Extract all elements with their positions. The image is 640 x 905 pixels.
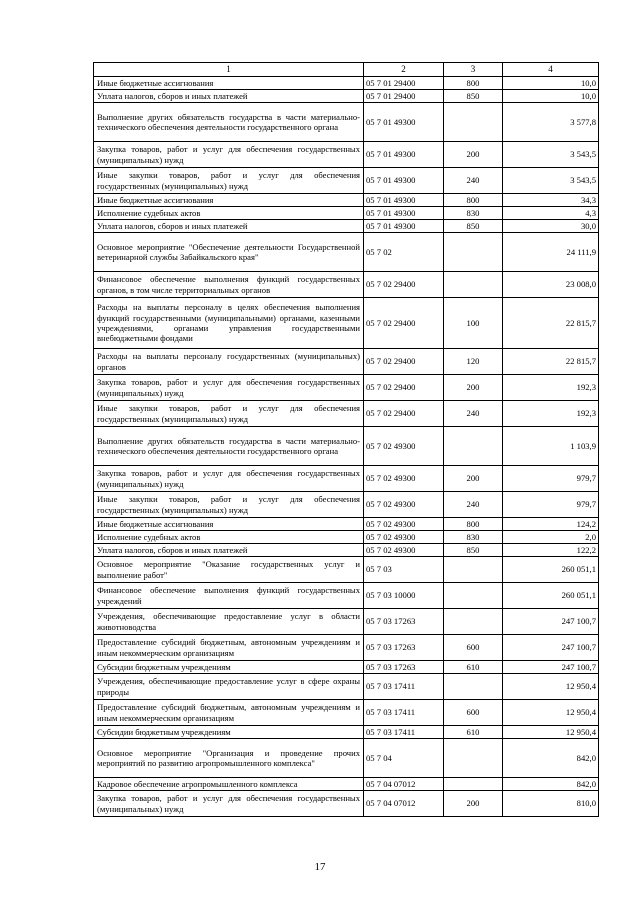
- row-code-cell: 05 7 01 49300: [364, 142, 444, 168]
- row-vr-cell: 830: [444, 207, 503, 220]
- row-vr-cell: [444, 233, 503, 272]
- row-sum-cell: 10,0: [503, 90, 599, 103]
- table-row: [94, 77, 599, 90]
- row-sum-cell: 34,3: [503, 194, 599, 207]
- row-sum-cell: 124,2: [503, 518, 599, 531]
- row-vr-cell: 240: [444, 492, 503, 518]
- row-name-cell: Уплата налогов, сборов и иных платежей: [94, 220, 364, 233]
- row-sum-cell: 22 815,7: [503, 349, 599, 375]
- row-sum-cell: 23 008,0: [503, 272, 599, 298]
- row-code-cell: 05 7 02 29400: [364, 401, 444, 427]
- row-sum-cell: 3 543,5: [503, 168, 599, 194]
- table-row: [94, 233, 599, 272]
- row-name-cell: Иные бюджетные ассигнования: [94, 518, 364, 531]
- row-vr-cell: 610: [444, 661, 503, 674]
- row-vr-cell: 240: [444, 401, 503, 427]
- row-vr-cell: 850: [444, 220, 503, 233]
- row-sum-cell: 247 100,7: [503, 635, 599, 661]
- row-code-cell: 05 7 04: [364, 739, 444, 778]
- row-code-cell: 05 7 04 07012: [364, 791, 444, 817]
- row-vr-cell: 850: [444, 90, 503, 103]
- row-code-cell: 05 7 02 49300: [364, 544, 444, 557]
- row-name-cell: Закупка товаров, работ и услуг для обеспечения государственных (муниципальных) нужд: [94, 466, 364, 492]
- row-sum-cell: 24 111,9: [503, 233, 599, 272]
- page-number: 17: [314, 861, 326, 873]
- row-code-cell: 05 7 02 29400: [364, 375, 444, 401]
- row-vr-cell: 850: [444, 544, 503, 557]
- table-row: [94, 103, 599, 142]
- table-row: [94, 194, 599, 207]
- row-sum-cell: 4,3: [503, 207, 599, 220]
- row-name-cell: Исполнение судебных актов: [94, 207, 364, 220]
- row-sum-cell: 22 815,7: [503, 298, 599, 349]
- row-sum-cell: 12 950,4: [503, 726, 599, 739]
- row-code-cell: 05 7 02 49300: [364, 531, 444, 544]
- row-name-cell: Закупка товаров, работ и услуг для обеспечения государственных (муниципальных) нужд: [94, 791, 364, 817]
- row-code-cell: 05 7 03 17411: [364, 726, 444, 739]
- table-row: [94, 220, 599, 233]
- col-header-2: 2: [364, 63, 444, 77]
- row-sum-cell: 12 950,4: [503, 674, 599, 700]
- row-code-cell: 05 7 02 49300: [364, 466, 444, 492]
- row-vr-cell: 100: [444, 298, 503, 349]
- row-sum-cell: 260 051,1: [503, 557, 599, 583]
- row-vr-cell: [444, 583, 503, 609]
- row-name-cell: Выполнение других обязательств государства в части материально-технического обеспечения деятельности государственного органа: [94, 103, 364, 142]
- row-vr-cell: [444, 103, 503, 142]
- row-vr-cell: [444, 674, 503, 700]
- table-row: [94, 661, 599, 674]
- table-row: [94, 298, 599, 349]
- row-name-cell: Иные бюджетные ассигнования: [94, 77, 364, 90]
- row-sum-cell: 979,7: [503, 492, 599, 518]
- table-row: [94, 583, 599, 609]
- col-header-4: 4: [503, 63, 599, 77]
- table-row: [94, 635, 599, 661]
- row-name-cell: Учреждения, обеспечивающие предоставление услуг в сфере охраны природы: [94, 674, 364, 700]
- row-code-cell: 05 7 01 49300: [364, 194, 444, 207]
- row-code-cell: 05 7 02 29400: [364, 272, 444, 298]
- table-row: [94, 492, 599, 518]
- table-row: [94, 791, 599, 817]
- row-sum-cell: 3 543,5: [503, 142, 599, 168]
- row-code-cell: 05 7 02 29400: [364, 298, 444, 349]
- row-name-cell: Учреждения, обеспечивающие предоставление услуг в области животноводства: [94, 609, 364, 635]
- row-sum-cell: 842,0: [503, 739, 599, 778]
- row-name-cell: Закупка товаров, работ и услуг для обеспечения государственных (муниципальных) нужд: [94, 142, 364, 168]
- row-name-cell: Иные бюджетные ассигнования: [94, 194, 364, 207]
- row-vr-cell: 240: [444, 168, 503, 194]
- row-sum-cell: 122,2: [503, 544, 599, 557]
- row-sum-cell: 979,7: [503, 466, 599, 492]
- row-name-cell: Финансовое обеспечение выполнения функций государственных органов, в том числе территориальных органов: [94, 272, 364, 298]
- row-name-cell: Предоставление субсидий бюджетным, автономным учреждениям и иным некоммерческим организациям: [94, 700, 364, 726]
- row-sum-cell: 3 577,8: [503, 103, 599, 142]
- row-code-cell: 05 7 02 49300: [364, 427, 444, 466]
- row-sum-cell: 810,0: [503, 791, 599, 817]
- table-row: [94, 518, 599, 531]
- table-row: [94, 142, 599, 168]
- table-header-row: [94, 63, 599, 77]
- row-code-cell: 05 7 02: [364, 233, 444, 272]
- table-row: [94, 401, 599, 427]
- row-sum-cell: 192,3: [503, 375, 599, 401]
- row-vr-cell: [444, 557, 503, 583]
- table-row: [94, 349, 599, 375]
- row-name-cell: Выполнение других обязательств государства в части материально-технического обеспечения деятельности государственного органа: [94, 427, 364, 466]
- row-name-cell: Исполнение судебных актов: [94, 531, 364, 544]
- table-row: [94, 272, 599, 298]
- row-name-cell: Иные закупки товаров, работ и услуг для обеспечения государственных (муниципальных) нужд: [94, 401, 364, 427]
- row-code-cell: 05 7 01 49300: [364, 220, 444, 233]
- col-header-1: 1: [94, 63, 364, 77]
- row-sum-cell: 10,0: [503, 77, 599, 90]
- row-code-cell: 05 7 01 49300: [364, 103, 444, 142]
- row-vr-cell: [444, 739, 503, 778]
- row-code-cell: 05 7 02 49300: [364, 518, 444, 531]
- table-row: [94, 90, 599, 103]
- row-name-cell: Иные закупки товаров, работ и услуг для обеспечения государственных (муниципальных) нужд: [94, 168, 364, 194]
- row-name-cell: Субсидии бюджетным учреждениям: [94, 726, 364, 739]
- row-name-cell: Уплата налогов, сборов и иных платежей: [94, 544, 364, 557]
- table-row: [94, 207, 599, 220]
- row-name-cell: Основное мероприятие "Обеспечение деятельности Государственной ветеринарной службы Забайкальского края": [94, 233, 364, 272]
- row-sum-cell: 30,0: [503, 220, 599, 233]
- row-name-cell: Расходы на выплаты персоналу в целях обеспечения выполнения функций государственными (муниципальными) органами, казенными учреждениями, органами управления государственными внебюджетными фондами: [94, 298, 364, 349]
- row-code-cell: 05 7 03: [364, 557, 444, 583]
- row-code-cell: 05 7 01 29400: [364, 90, 444, 103]
- row-vr-cell: 200: [444, 466, 503, 492]
- row-code-cell: 05 7 01 49300: [364, 168, 444, 194]
- table-row: [94, 544, 599, 557]
- row-sum-cell: 2,0: [503, 531, 599, 544]
- row-vr-cell: [444, 778, 503, 791]
- row-sum-cell: 12 950,4: [503, 700, 599, 726]
- table-row: [94, 557, 599, 583]
- table-row: [94, 168, 599, 194]
- row-code-cell: 05 7 02 29400: [364, 349, 444, 375]
- row-vr-cell: 800: [444, 77, 503, 90]
- row-name-cell: Расходы на выплаты персоналу государственных (муниципальных) органов: [94, 349, 364, 375]
- row-sum-cell: 192,3: [503, 401, 599, 427]
- row-code-cell: 05 7 01 49300: [364, 207, 444, 220]
- row-vr-cell: 800: [444, 518, 503, 531]
- table-row: [94, 609, 599, 635]
- row-vr-cell: 120: [444, 349, 503, 375]
- row-code-cell: 05 7 03 17411: [364, 700, 444, 726]
- row-name-cell: Закупка товаров, работ и услуг для обеспечения государственных (муниципальных) нужд: [94, 375, 364, 401]
- table-row: [94, 726, 599, 739]
- row-code-cell: 05 7 04 07012: [364, 778, 444, 791]
- table-row: [94, 700, 599, 726]
- row-vr-cell: 200: [444, 791, 503, 817]
- row-name-cell: Основное мероприятие "Организация и проведение прочих мероприятий по развитию агропромышленного комплекса": [94, 739, 364, 778]
- table-row: [94, 466, 599, 492]
- row-code-cell: 05 7 03 10000: [364, 583, 444, 609]
- row-code-cell: 05 7 02 49300: [364, 492, 444, 518]
- row-vr-cell: 800: [444, 194, 503, 207]
- budget-table: [93, 62, 599, 817]
- row-vr-cell: [444, 427, 503, 466]
- row-name-cell: Иные закупки товаров, работ и услуг для обеспечения государственных (муниципальных) нужд: [94, 492, 364, 518]
- row-vr-cell: [444, 609, 503, 635]
- row-name-cell: Кадровое обеспечение агропромышленного комплекса: [94, 778, 364, 791]
- row-vr-cell: 600: [444, 635, 503, 661]
- row-name-cell: Основное мероприятие "Оказание государственных услуг и выполнение работ": [94, 557, 364, 583]
- table-row: [94, 427, 599, 466]
- row-sum-cell: 842,0: [503, 778, 599, 791]
- row-vr-cell: 600: [444, 700, 503, 726]
- row-code-cell: 05 7 03 17263: [364, 609, 444, 635]
- table-row: [94, 739, 599, 778]
- col-header-3: 3: [444, 63, 503, 77]
- row-name-cell: Финансовое обеспечение выполнения функций государственных учреждений: [94, 583, 364, 609]
- table-row: [94, 778, 599, 791]
- table-row: [94, 375, 599, 401]
- row-name-cell: Субсидии бюджетным учреждениям: [94, 661, 364, 674]
- row-code-cell: 05 7 01 29400: [364, 77, 444, 90]
- table-row: [94, 531, 599, 544]
- row-vr-cell: 830: [444, 531, 503, 544]
- row-sum-cell: 1 103,9: [503, 427, 599, 466]
- row-sum-cell: 247 100,7: [503, 609, 599, 635]
- row-vr-cell: 610: [444, 726, 503, 739]
- row-name-cell: Уплата налогов, сборов и иных платежей: [94, 90, 364, 103]
- row-code-cell: 05 7 03 17263: [364, 635, 444, 661]
- row-name-cell: Предоставление субсидий бюджетным, автономным учреждениям и иным некоммерческим организациям: [94, 635, 364, 661]
- row-code-cell: 05 7 03 17411: [364, 674, 444, 700]
- row-vr-cell: [444, 272, 503, 298]
- row-sum-cell: 260 051,1: [503, 583, 599, 609]
- row-code-cell: 05 7 03 17263: [364, 661, 444, 674]
- row-sum-cell: 247 100,7: [503, 661, 599, 674]
- row-vr-cell: 200: [444, 375, 503, 401]
- table-row: [94, 674, 599, 700]
- row-vr-cell: 200: [444, 142, 503, 168]
